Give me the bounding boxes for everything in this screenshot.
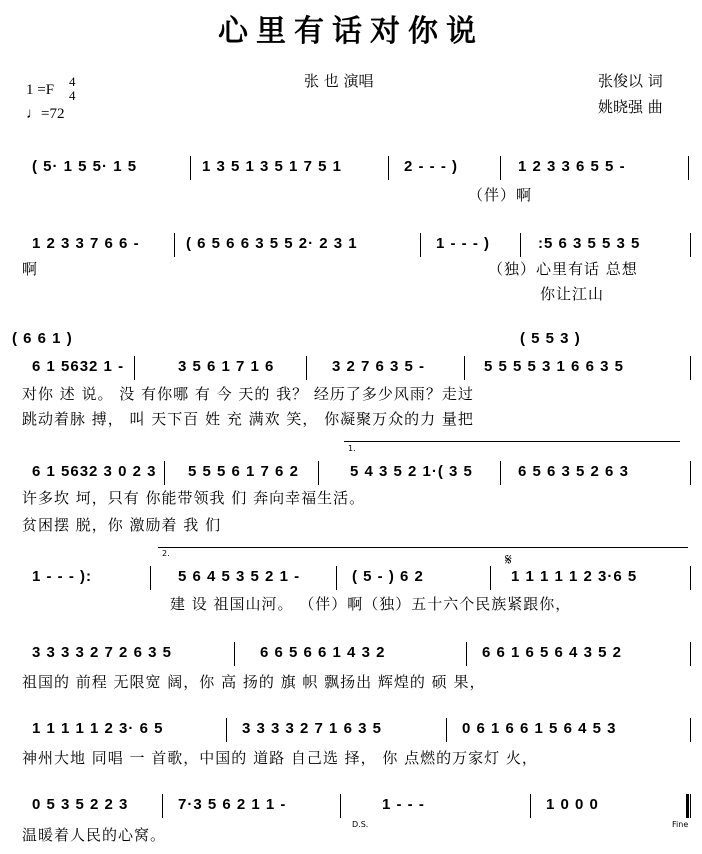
- segno-icon: 𝄋: [505, 550, 512, 569]
- bracketed-notes: ( 5 5 3 ): [520, 330, 581, 347]
- performer: 张 也 演唱: [304, 72, 374, 90]
- barline: [340, 794, 341, 818]
- measure-row1-3: 2 - - - ): [404, 158, 458, 175]
- time-signature-bottom: 4: [69, 88, 76, 103]
- lyric-line: 啊: [22, 260, 39, 278]
- volta-1-bracket: [344, 441, 680, 442]
- barline: [226, 718, 227, 742]
- barline: [500, 461, 501, 485]
- barline: [420, 233, 421, 257]
- time-signature-top: 4: [69, 74, 76, 89]
- ds-marking: D.S.: [352, 820, 369, 829]
- barline: [690, 718, 691, 742]
- barline: [520, 233, 521, 257]
- barline: [150, 566, 151, 590]
- measure-row5-3: ( 5 - ) 6 2: [352, 568, 424, 585]
- measure-row4-3: 5 4 3 5 2 1·( 3 5: [350, 463, 473, 480]
- composer: 姚晓强 曲: [598, 98, 663, 116]
- measure-row2-3: 1 - - - ): [436, 235, 490, 252]
- barline: [318, 461, 319, 485]
- lyric-line: （独）心里有话 总想: [488, 260, 638, 278]
- measure-row8-1: 0 5 3 5 2 2 3: [32, 796, 129, 813]
- lyric-line: （伴）啊: [468, 186, 533, 204]
- barline: [466, 642, 467, 666]
- measure-row1-4: 1 2 3 3 6 5 5 -: [518, 158, 626, 175]
- measure-row3-1: 6 1 5632 1 -: [32, 358, 125, 375]
- barline: [690, 642, 691, 666]
- lyric-line: 神州大地 同唱 一 首歌，中国的 道路 自己选 择， 你 点燃的万家灯 火，: [22, 749, 538, 767]
- measure-row7-2: 3 3 3 3 2 7 1 6 3 5: [242, 720, 382, 737]
- volta-2-label: 2.: [162, 549, 170, 558]
- lyricist: 张俊以 词: [598, 72, 663, 90]
- barline: [490, 566, 491, 590]
- volta-1-label: 1.: [348, 444, 356, 453]
- barline: [162, 794, 163, 818]
- barline: [690, 461, 691, 485]
- barline: [530, 794, 531, 818]
- barline: [690, 233, 691, 257]
- measure-row5-1: 1 - - - ):: [32, 568, 92, 585]
- measure-row8-3: 1 - - -: [382, 796, 425, 813]
- lyric-line: 温暖着人民的心窝。: [22, 826, 167, 844]
- barline: [234, 642, 235, 666]
- barline: [688, 156, 689, 180]
- measure-row6-3: 6 6 1 6 5 6 4 3 5 2: [482, 644, 622, 661]
- barline: [446, 718, 447, 742]
- lyric-line: 贫困摆 脱，你 激励着 我 们: [22, 516, 222, 534]
- measure-row7-3: 0 6 1 6 6 1 5 6 4 5 3: [462, 720, 617, 737]
- barline: [306, 356, 307, 380]
- measure-row8-2: 7·3 5 6 2 1 1 -: [178, 796, 287, 813]
- tempo-marking: ♩=72: [26, 106, 65, 122]
- barline: [464, 356, 465, 380]
- measure-row8-4: 1 0 0 0: [546, 796, 599, 813]
- lyric-line: 跳动着脉 搏， 叫 天下百 姓 充 满欢 笑， 你凝聚万众的力 量把: [22, 410, 474, 428]
- volta-2-bracket: [158, 547, 688, 548]
- measure-row4-4: 6 5 6 3 5 2 6 3: [518, 463, 629, 480]
- barline: [174, 233, 175, 257]
- lyric-line: 你让江山: [540, 285, 605, 303]
- lyric-line: 对你 述 说。 没 有你哪 有 今 天的 我？ 经历了多少风雨？走过: [22, 385, 474, 403]
- key-signature: 1 =F: [26, 82, 55, 98]
- bracketed-notes: ( 6 6 1 ): [12, 330, 73, 347]
- barline: [690, 356, 691, 380]
- measure-row5-4: 1 1 1 1 1 2 3·6 5: [511, 568, 638, 585]
- measure-row3-3: 3 2 7 6 3 5 -: [332, 358, 426, 375]
- barline: [336, 566, 337, 590]
- barline: [164, 461, 165, 485]
- barline: [388, 156, 389, 180]
- lyric-line: 祖国的 前程 无限宽 阔，你 高 扬的 旗 帜 飘扬出 辉煌的 硕 果，: [22, 673, 486, 691]
- barline: [134, 356, 135, 380]
- measure-row3-2: 3 5 6 1 7 1 6: [178, 358, 275, 375]
- lyric-line: 建 设 祖国山河。 （伴）啊（独）五十六个民族紧跟你，: [170, 595, 572, 613]
- barline: [690, 566, 691, 590]
- measure-row3-4: 5 5 5 5 3 1 6 6 3 5: [484, 358, 624, 375]
- final-barline: [686, 794, 689, 818]
- lyric-line: 许多坎 坷，只有 你能带领我 们 奔向幸福生活。: [22, 489, 366, 507]
- measure-row2-4: :5 6 3 5 5 3 5: [538, 235, 641, 252]
- barline: [500, 156, 501, 180]
- measure-row5-2: 5 6 4 5 3 5 2 1 -: [178, 568, 301, 585]
- measure-row4-2: 5 5 5 6 1 7 6 2: [188, 463, 299, 480]
- measure-row1-1: ( 5· 1 5 5· 1 5: [32, 158, 138, 175]
- measure-row6-1: 3 3 3 3 2 7 2 6 3 5: [32, 644, 172, 661]
- measure-row4-1: 6 1 5632 3 0 2 3: [32, 463, 157, 480]
- measure-row1-2: 1 3 5 1 3 5 1 7 5 1: [202, 158, 342, 175]
- measure-row7-1: 1 1 1 1 1 2 3· 6 5: [32, 720, 164, 737]
- measure-row6-2: 6 6 5 6 6 1 4 3 2: [260, 644, 386, 661]
- song-title: 心里有话对你说: [218, 14, 484, 49]
- measure-row2-1: 1 2 3 3 7 6 6 -: [32, 235, 140, 252]
- barline: [190, 156, 191, 180]
- measure-row2-2: ( 6 5 6 6 3 5 5 2· 2 3 1: [186, 235, 358, 252]
- quarter-note-icon: ♩: [26, 106, 41, 122]
- barline: [690, 794, 691, 818]
- fine-marking: Fine: [672, 820, 689, 829]
